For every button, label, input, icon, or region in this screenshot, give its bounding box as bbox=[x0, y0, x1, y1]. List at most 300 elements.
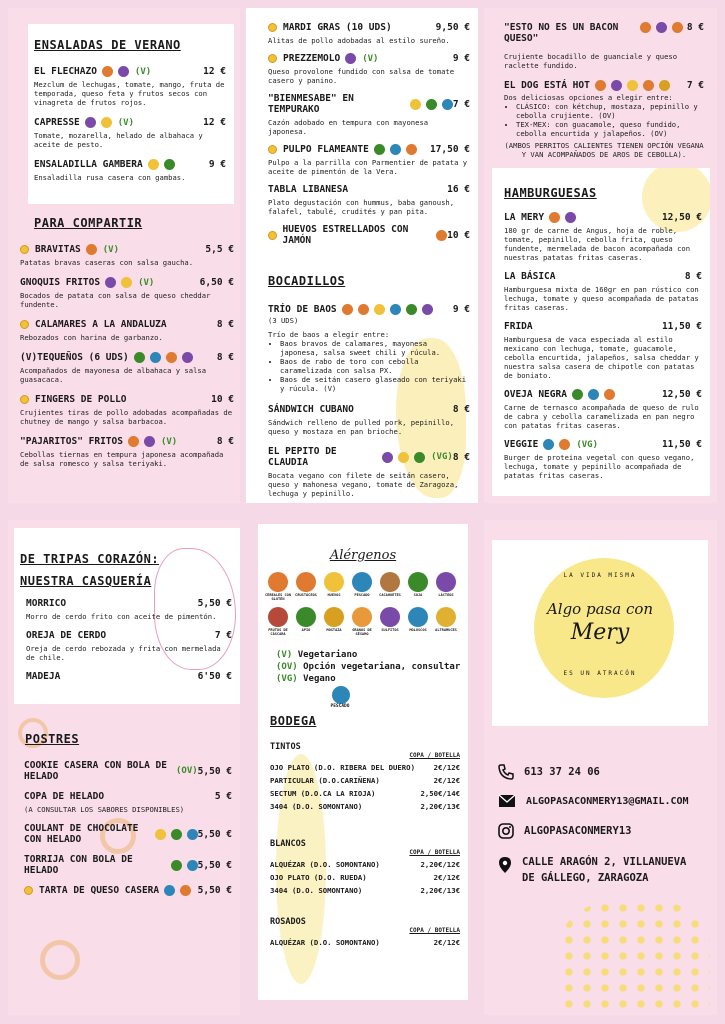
allergen-icon bbox=[182, 352, 193, 363]
trio-bullet: • Baos de seitán casero glaseado con teriyaki y rúcula. (V) bbox=[280, 375, 470, 393]
allergen-icon bbox=[171, 860, 182, 871]
item-description: Carne de ternasco acompañada de queso de rulo de cabra y cebolla caramelizada en pan negro con patatas fritas caseras. bbox=[504, 403, 699, 430]
menu-item bbox=[268, 224, 470, 246]
item-name: COPA DE HELADO bbox=[24, 791, 105, 802]
bodega-table-head: COPA / BOTELLA bbox=[409, 752, 460, 759]
item-price: 6,50 € bbox=[199, 277, 234, 288]
wine-price: 2€/12€ bbox=[433, 873, 460, 882]
section-title-casqueria-1: DE TRIPAS CORAZÓN: bbox=[20, 552, 160, 566]
casqueria-box bbox=[14, 528, 240, 704]
trio-bullet: • Baos bravos de calamares, mayonesa japonesa, salsa sweet chili y rúcula. bbox=[280, 339, 470, 357]
section-title-postres: POSTRES bbox=[25, 732, 80, 746]
wine-name: ALQUÉZAR (D.O. SOMONTANO) bbox=[270, 938, 380, 947]
menu-item bbox=[268, 404, 470, 436]
allergen-cell bbox=[320, 572, 348, 601]
pescado-label: PESCADO bbox=[330, 703, 350, 709]
item-price: 9,50 € bbox=[435, 22, 470, 33]
contact-email bbox=[498, 794, 689, 808]
wine-row bbox=[270, 873, 460, 882]
item-price: 5,50 € bbox=[197, 598, 232, 609]
wine-row bbox=[270, 776, 460, 785]
allergen-icon bbox=[549, 212, 560, 223]
allergen-icon bbox=[374, 144, 385, 155]
item-name: "PAJARITOS" FRITOS bbox=[20, 436, 123, 447]
contact-phone bbox=[498, 764, 600, 780]
item-name: GNOQUIS FRITOS bbox=[20, 277, 101, 288]
milk-icon bbox=[436, 572, 456, 592]
item-name: COOKIE CASERA CON BOLA DE HELADO bbox=[24, 760, 167, 782]
allergen-icon bbox=[105, 277, 116, 288]
allergen-icon bbox=[426, 99, 437, 110]
item-name: PREZZEMOLO bbox=[283, 53, 341, 64]
lupin-icon bbox=[436, 607, 456, 627]
hamburguesas-list bbox=[504, 212, 702, 489]
allergen-icon bbox=[382, 452, 393, 463]
mail-icon bbox=[498, 794, 516, 808]
legend-code: (V) bbox=[276, 650, 293, 660]
bacon-queso-item bbox=[504, 22, 704, 44]
veg-tag: (VG) bbox=[576, 439, 599, 450]
legend-code: (OV) bbox=[276, 662, 298, 672]
logo-line2: Mery bbox=[570, 620, 630, 645]
allergen-icon bbox=[604, 389, 615, 400]
item-name: FRIDA bbox=[504, 321, 533, 332]
menu-item bbox=[24, 885, 232, 896]
menu-item bbox=[24, 823, 232, 845]
item-name: FINGERS DE POLLO bbox=[35, 394, 127, 405]
egg-icon bbox=[324, 572, 344, 592]
address-line-1: CALLE ARAGÓN 2, VILLANUEVA bbox=[522, 856, 687, 868]
allergen-label: MOLUSCOS bbox=[409, 628, 427, 632]
allergen-icon bbox=[164, 159, 175, 170]
item-description: 180 gr de carne de Angus, hoja de roble, tomate, pepinillo, cebolla frita, queso fundente, mermelada de bacon acompañada con nuestras patatas fritas caseras. bbox=[504, 226, 691, 262]
dog-item bbox=[504, 80, 704, 91]
dog-bullets bbox=[504, 102, 704, 138]
allergen-cell bbox=[292, 572, 320, 601]
wine-name: ALQUÉZAR (D.O. SOMONTANO) bbox=[270, 860, 380, 869]
alergenos-title: Alérgenos bbox=[329, 548, 397, 563]
address-line-2: DE GÁLLEGO, ZARAGOZA bbox=[522, 872, 649, 884]
allergen-cell bbox=[264, 572, 292, 601]
bodega-section-title: TINTOS bbox=[270, 742, 301, 752]
menu-item bbox=[20, 277, 234, 309]
wine-row bbox=[270, 789, 460, 798]
legend-code: (VG) bbox=[276, 674, 298, 684]
soy-icon bbox=[408, 572, 428, 592]
dog-bullet: • TEX-MEX: con guacamole, queso fundido, cebolla encurtida y jalapeños. (OV) bbox=[516, 120, 704, 138]
allergen-icon bbox=[410, 99, 421, 110]
item-price: 5,50 € bbox=[197, 765, 232, 777]
item-price: 11,50 € bbox=[661, 321, 702, 332]
item-name: "BIENMESABE" EN TEMPURAKO bbox=[268, 93, 354, 115]
menu-item bbox=[20, 244, 234, 267]
allergen-icons bbox=[100, 66, 129, 77]
wine-row bbox=[270, 763, 460, 772]
item-price: 10 € bbox=[211, 394, 234, 405]
item-name: SÁNDWICH CUBANO bbox=[268, 404, 354, 415]
dog-price: 7 € bbox=[686, 80, 704, 91]
trio-bullets bbox=[268, 339, 470, 393]
veg-tag: (V) bbox=[362, 53, 379, 64]
allergen-icons bbox=[103, 277, 132, 288]
allergen-icon bbox=[101, 117, 112, 128]
allergen-icons bbox=[380, 452, 425, 463]
item-description: Bocata vegano con filete de seitán casero, queso y mahonesa vegano, tomate de Zaragoza, lechuga y pepinillo. bbox=[268, 471, 459, 498]
item-price: 5,5 € bbox=[205, 244, 234, 255]
section-title-casqueria-2: NUESTRA CASQUERÍA bbox=[20, 574, 152, 588]
wine-price: 2,20€/12€ bbox=[420, 860, 460, 869]
item-description: Rebozados con harina de garbanzo. bbox=[20, 333, 163, 342]
item-name: TARTA DE QUESO CASERA bbox=[39, 885, 160, 896]
allergen-cell bbox=[348, 607, 376, 636]
item-description: Plato degustación con hummus, baba ganoush, falafel, tabulé, crudités y pan pita. bbox=[268, 198, 455, 216]
allergen-cell bbox=[376, 572, 404, 601]
bodega-section bbox=[270, 742, 460, 811]
item-name: BRAVITAS bbox=[35, 244, 81, 255]
bacon-price: 8 € bbox=[686, 22, 704, 33]
allergen-icon bbox=[565, 212, 576, 223]
postres-list bbox=[24, 760, 232, 905]
wine-row bbox=[270, 802, 460, 811]
item-price: 7 € bbox=[452, 98, 470, 110]
menu-item bbox=[34, 66, 226, 107]
casqueria-list bbox=[26, 598, 232, 691]
menu-item bbox=[24, 854, 232, 876]
menu-item bbox=[268, 93, 470, 136]
dog-name: EL DOG ESTÁ HOT bbox=[504, 80, 590, 91]
panel-alergenos-bodega bbox=[258, 524, 468, 1000]
allergen-icons bbox=[372, 144, 417, 155]
hamburguesas-box bbox=[492, 168, 710, 496]
wine-price: 2,20€/13€ bbox=[420, 802, 460, 811]
item-name: ENSALADILLA GAMBERA bbox=[34, 159, 143, 170]
allergen-label: CRUSTÁCEOS bbox=[295, 593, 317, 597]
allergen-label: SOJA bbox=[413, 593, 423, 597]
menu-item bbox=[34, 159, 226, 182]
item-name: OREJA DE CERDO bbox=[26, 630, 107, 641]
bullet-dot bbox=[20, 245, 29, 254]
sulphite-icon bbox=[380, 607, 400, 627]
menu-item bbox=[20, 319, 234, 342]
item-name: OVEJA NEGRA bbox=[504, 389, 567, 400]
menu-item bbox=[34, 117, 226, 149]
allergen-label: SULFITOS bbox=[381, 628, 399, 632]
allergen-cell bbox=[404, 572, 432, 601]
bodega-section-title: BLANCOS bbox=[270, 839, 306, 849]
allergen-icons bbox=[162, 885, 191, 896]
fish-icon bbox=[332, 686, 350, 704]
bullet-dot bbox=[24, 886, 33, 895]
item-description: Hamburguesa de vaca especiada al estilo mexicano con lechuga, tomate, guacamole, cebolla encurtida, jalapeños, salsa cheddar y nuestra salsa casera de chipotle con patatas de boniato. bbox=[504, 335, 699, 380]
item-name: LA BÁSICA bbox=[504, 271, 556, 282]
allergen-icons bbox=[83, 117, 112, 128]
item-price: 5,50 € bbox=[197, 885, 232, 896]
allergen-icon bbox=[406, 144, 417, 155]
item-name: VEGGIE bbox=[504, 439, 539, 450]
allergen-icons bbox=[541, 439, 570, 450]
wheat-icon bbox=[268, 572, 288, 592]
allergen-icon bbox=[345, 53, 356, 64]
item-price: 9 € bbox=[208, 159, 226, 170]
mollusc-icon bbox=[408, 607, 428, 627]
item-price: 8 € bbox=[216, 352, 234, 363]
wine-price: 2€/12€ bbox=[433, 938, 460, 947]
item-description: Ensaladilla rusa casera con gambas. bbox=[34, 173, 186, 182]
section-title-hamburguesas: HAMBURGUESAS bbox=[504, 186, 597, 200]
bacon-desc: Crujiente bocadillo de guanciale y queso raclette fundido. bbox=[504, 52, 678, 70]
allergen-icon bbox=[166, 352, 177, 363]
item-name: MARDI GRAS (10 UDS) bbox=[283, 22, 392, 33]
allergen-cell bbox=[432, 607, 460, 636]
section-title-compartir: PARA COMPARTIR bbox=[34, 216, 143, 230]
allergen-label: ALTRAMUCES bbox=[435, 628, 457, 632]
allergen-icon bbox=[442, 99, 453, 110]
legend-text: Opción vegetariana, consultar bbox=[303, 662, 461, 672]
allergen-icon bbox=[180, 885, 191, 896]
menu-item bbox=[504, 389, 702, 430]
item-description: Queso provolone fundido con salsa de tomate casero y panino. bbox=[268, 67, 455, 85]
trio-price: 9 € bbox=[452, 304, 470, 315]
allergen-icon bbox=[572, 389, 583, 400]
ensaladas-box bbox=[28, 24, 234, 204]
middle-list bbox=[268, 22, 470, 254]
pescado-legend bbox=[330, 684, 350, 709]
menu-item bbox=[504, 271, 702, 312]
item-description: Bocados de patata con salsa de queso cheddar fundente. bbox=[20, 291, 211, 309]
item-description: Morro de cerdo frito con aceite de pimentón. bbox=[26, 612, 217, 621]
allergen-icon bbox=[85, 117, 96, 128]
crab-icon bbox=[296, 572, 316, 592]
allergen-icons bbox=[169, 860, 198, 871]
contact-instagram bbox=[498, 823, 631, 839]
item-price: 12,50 € bbox=[661, 212, 702, 223]
allergen-icon bbox=[134, 352, 145, 363]
allergen-icons bbox=[126, 436, 155, 447]
item-name: CALAMARES A LA ANDALUZA bbox=[35, 319, 167, 330]
menu-item bbox=[268, 144, 470, 176]
mustard-icon bbox=[324, 607, 344, 627]
allergen-label: MOSTAZA bbox=[326, 628, 342, 632]
item-description: Tomate, mozarella, helado de albahaca y aceite de pesto. bbox=[34, 131, 203, 149]
item-name: CAPRESSE bbox=[34, 117, 80, 128]
menu-item bbox=[504, 439, 702, 480]
item-price: 9 € bbox=[452, 53, 470, 64]
bullet-dot bbox=[268, 54, 277, 63]
item-name: (V)TEQUEÑOS (6 UDS) bbox=[20, 352, 129, 363]
allergen-label: LÁCTEOS bbox=[438, 593, 454, 597]
allergen-icon bbox=[164, 885, 175, 896]
menu-item bbox=[26, 671, 232, 682]
bacon-name: "ESTO NO ES UN BACON QUESO" bbox=[504, 22, 619, 44]
veg-tag: (V) bbox=[138, 277, 155, 288]
menu-item bbox=[24, 791, 232, 814]
allergen-icons bbox=[146, 159, 175, 170]
item-description: (A CONSULTAR LOS SABORES DISPONIBLES) bbox=[24, 805, 185, 814]
item-name: MORRICO bbox=[26, 598, 67, 609]
menu-item bbox=[268, 184, 470, 216]
menu-item bbox=[20, 394, 234, 426]
allergen-icon bbox=[436, 230, 447, 241]
item-description: Patatas bravas caseras con salsa gaucha. bbox=[20, 258, 194, 267]
allergen-icon bbox=[118, 66, 129, 77]
allergen-icon bbox=[390, 144, 401, 155]
item-price: 8 € bbox=[216, 319, 234, 330]
menu-item bbox=[26, 630, 232, 662]
allergen-label: FRUTOS DE CÁSCARA bbox=[268, 628, 288, 636]
yellow-dots-decoration bbox=[560, 900, 710, 1010]
item-description: Hamburguesa mixta de 160gr en pan rústico con lechuga, tomate y queso acompañada de patatas fritas caseras. bbox=[504, 285, 699, 312]
wine-price: 2,20€/13€ bbox=[420, 886, 460, 895]
item-name: MADEJA bbox=[26, 671, 61, 682]
item-price: 12 € bbox=[203, 117, 226, 128]
item-price: 8 € bbox=[452, 404, 470, 415]
trio-name: TRÍO DE BAOS bbox=[268, 304, 337, 315]
panel-ensaladas-compartir bbox=[8, 8, 240, 503]
item-price: 12,50 € bbox=[661, 389, 702, 400]
nut-icon bbox=[268, 607, 288, 627]
item-name: EL FLECHAZO bbox=[34, 66, 97, 77]
legend-row bbox=[276, 674, 460, 684]
item-description: Pulpo a la parrilla con Parmentier de patata y aceite de pimentón de la Vera. bbox=[268, 158, 468, 176]
item-name: TABLA LIBANESA bbox=[268, 184, 349, 195]
ensaladas-list bbox=[34, 66, 226, 182]
email-text[interactable]: ALGOPASACONMERY13@GMAIL.COM bbox=[526, 795, 689, 807]
celery-icon bbox=[296, 607, 316, 627]
wine-name: OJO PLATO (D.O. RIBERA DEL DUERO) bbox=[270, 763, 415, 772]
bodega-table-head: COPA / BOTELLA bbox=[409, 849, 460, 856]
legend-text: Vegetariano bbox=[297, 650, 358, 660]
item-description: Crujientes tiras de pollo adobadas acompañadas de chutney de mango y salsa barbacoa. bbox=[20, 408, 233, 426]
compartir-list bbox=[20, 244, 234, 478]
section-title-ensaladas: ENSALADAS DE VERANO bbox=[34, 38, 181, 52]
bullet-dot bbox=[268, 145, 277, 154]
instagram-text[interactable]: ALGOPASACONMERY13 bbox=[524, 825, 632, 837]
phone-text[interactable]: 613 37 24 06 bbox=[524, 766, 600, 778]
item-price: 6'50 € bbox=[197, 671, 232, 682]
wine-row bbox=[270, 938, 460, 947]
wine-price: 2€/12€ bbox=[433, 763, 460, 772]
legend-text: Vegano bbox=[303, 674, 336, 684]
allergen-icons bbox=[84, 244, 97, 255]
veg-tag: (V) bbox=[134, 66, 152, 77]
allergen-icons bbox=[570, 389, 615, 400]
menu-item bbox=[504, 321, 702, 380]
phone-icon bbox=[498, 764, 514, 780]
wine-price: 2€/12€ bbox=[433, 776, 460, 785]
allergen-cell bbox=[432, 572, 460, 601]
allergen-label: HUEVOS bbox=[327, 593, 341, 597]
alergenos-grid bbox=[264, 572, 464, 636]
menu-item bbox=[268, 53, 470, 85]
dog-bullet: • CLÁSICO: con kétchup, mostaza, pepinillo y cebolla crujiente. (OV) bbox=[516, 102, 704, 120]
alergenos-legend bbox=[276, 650, 460, 686]
wine-name: SECTUM (D.O.CA LA RIOJA) bbox=[270, 789, 376, 798]
allergen-icon bbox=[148, 159, 159, 170]
bullet-dot bbox=[268, 23, 277, 32]
menu-item bbox=[268, 22, 470, 45]
item-price: 5,50 € bbox=[197, 859, 232, 871]
veg-tag: (V) bbox=[160, 436, 178, 447]
item-name: HUEVOS ESTRELLADOS CON JAMÓN bbox=[282, 224, 409, 246]
item-name: TORRIJA CON BOLA DE HELADO bbox=[24, 854, 133, 876]
item-price: 17,50 € bbox=[429, 144, 470, 155]
bodega-section bbox=[270, 839, 460, 895]
item-price: 10 € bbox=[447, 229, 470, 241]
allergen-icon bbox=[588, 389, 599, 400]
allergen-icon bbox=[398, 452, 409, 463]
allergen-icons bbox=[434, 230, 447, 241]
wine-name: PARTICULAR (D.O.CARIÑENA) bbox=[270, 776, 380, 785]
item-price: 8 € bbox=[216, 436, 234, 447]
item-price: 5 € bbox=[214, 791, 232, 802]
allergen-icon bbox=[121, 277, 132, 288]
allergen-icon bbox=[543, 439, 554, 450]
allergen-cell bbox=[320, 607, 348, 636]
bullet-dot bbox=[20, 320, 29, 329]
item-description: Burger de proteina vegetal con queso vegano, lechuga, tomate y pepinillo acompañada de patatas fritas caseras. bbox=[504, 453, 695, 480]
item-description: Mezclum de lechugas, tomate, mango, fruta de temporada, queso feta y frutos secos con vinagreta de frutos rojos. bbox=[34, 80, 225, 107]
wine-price: 2,50€/14€ bbox=[420, 789, 460, 798]
allergen-icons bbox=[153, 829, 198, 840]
veg-tag: (V) bbox=[117, 117, 135, 128]
bodega-list bbox=[270, 742, 460, 969]
item-price: 12 € bbox=[203, 66, 226, 77]
allergen-icon bbox=[187, 829, 198, 840]
trio-sub: (3 UDS) bbox=[268, 316, 299, 325]
allergen-icon bbox=[155, 829, 166, 840]
item-price: 8 € bbox=[684, 271, 702, 282]
menu-item bbox=[20, 436, 234, 468]
allergen-cell bbox=[404, 607, 432, 636]
bullet-dot bbox=[20, 395, 29, 404]
menu-item bbox=[268, 446, 470, 498]
item-price: 5,50 € bbox=[197, 828, 232, 840]
allergen-icon bbox=[171, 829, 182, 840]
item-name: EL PEPITO DE CLAUDIA bbox=[268, 446, 337, 468]
allergen-label: GRANOS DE SÉSAMO bbox=[352, 628, 372, 636]
allergen-icon bbox=[559, 439, 570, 450]
logo-box bbox=[492, 540, 708, 726]
peach-circle-decoration-3 bbox=[40, 940, 80, 980]
item-description: Acompañados de mayonesa de albahaca y salsa guasacaca. bbox=[20, 366, 207, 384]
veg-tag: (V) bbox=[102, 244, 120, 255]
allergen-cell bbox=[264, 607, 292, 636]
wine-name: 3404 (D.O. SOMONTANO) bbox=[270, 886, 363, 895]
allergen-icon bbox=[414, 452, 425, 463]
trio-bullet: • Baos de rabo de toro con cebolla caramelizada con salsa PX. bbox=[280, 357, 470, 375]
section-title-bocadillos: BOCADILLOS bbox=[268, 274, 346, 288]
contact-address bbox=[498, 856, 686, 884]
wine-name: 3404 (D.O. SOMONTANO) bbox=[270, 802, 363, 811]
right-top-content bbox=[504, 22, 704, 159]
veg-tag: (OV) bbox=[175, 766, 198, 776]
item-price: 8 € bbox=[452, 451, 470, 463]
allergen-icon bbox=[102, 66, 113, 77]
item-price: 7 € bbox=[214, 630, 232, 641]
allergen-cell bbox=[292, 607, 320, 636]
menu-item bbox=[24, 760, 232, 782]
allergen-label: PESCADO bbox=[354, 593, 370, 597]
legend-row bbox=[276, 662, 460, 672]
legend-row bbox=[276, 650, 460, 660]
location-pin-icon bbox=[498, 856, 512, 874]
bodega-table-head: COPA / BOTELLA bbox=[409, 927, 460, 934]
item-name: PULPO FLAMEANTE bbox=[283, 144, 369, 155]
peanut-icon bbox=[380, 572, 400, 592]
trio-intro: Trío de baos a elegir entre: bbox=[268, 330, 390, 339]
item-description: Cebollas tiernas en tempura japonesa acompañada de salsa romesco y salsa teriyaki. bbox=[20, 450, 224, 468]
fish-icon bbox=[352, 572, 372, 592]
